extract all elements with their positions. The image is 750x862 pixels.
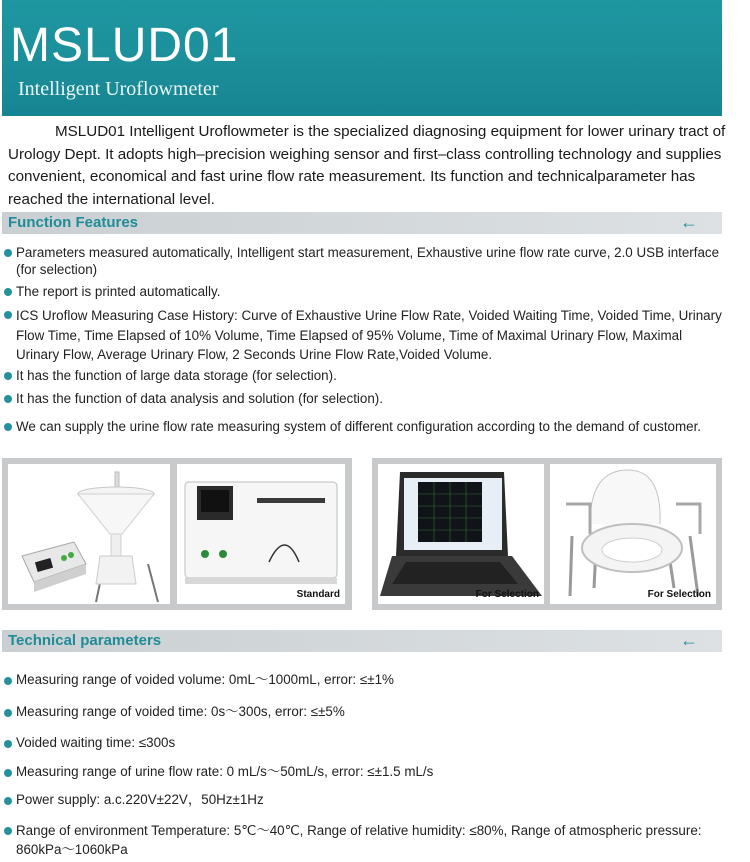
parameter-item: Measuring range of voided time: 0s～300s, error: ≤±5% [4,703,724,721]
bullet-icon [4,311,12,319]
header-banner [2,0,722,116]
bullet-icon [4,372,12,380]
bullet-icon [4,797,12,805]
function-features-title: Function Features [8,214,139,231]
standard-caption: Standard [296,589,340,600]
analyzer-illustration [177,464,345,604]
optional-images-panel [372,458,722,610]
back-arrow-icon[interactable]: ← [680,212,698,232]
intro-paragraph [8,121,728,211]
parameter-item: Power supply: a.c.220V±22V，50Hz±1Hz [4,791,724,809]
parameter-item: Measuring range of urine flow rate: 0 mL/s～50mL/s, error: ≤±1.5 mL/s [4,763,724,781]
laptop-illustration [378,464,544,604]
funnel-device-illustration [8,464,170,604]
feature-item: It has the function of large data storage (for selection). [4,367,724,384]
technical-parameters-bar [2,630,722,652]
feature-item: It has the function of data analysis and solution (for selection). [4,390,724,407]
bullet-icon [4,288,12,296]
parameter-item: Range of environment Temperature: 5℃～40℃, Range of relative humidity: ≤80%, Range of atmospheric pressure: 860kPa～1060kPa [4,821,724,859]
device-funnel-photo [8,464,170,604]
back-arrow-icon[interactable]: ← [680,630,698,650]
feature-item: Parameters measured automatically, Intelligent start measurement, Exhaustive urine flow rate curve, 2.0 USB interface (for selection) [4,244,724,278]
bullet-icon [4,677,12,685]
laptop-caption: For Selection [475,589,539,600]
printer-device-photo [177,464,345,604]
bullet-icon [4,827,12,835]
bullet-icon [4,740,12,748]
function-features-bar [2,212,722,234]
bullet-icon [4,709,12,717]
bullet-icon [4,249,12,257]
bullet-icon [4,423,12,431]
commode-chair-illustration [550,464,716,604]
chair-caption: For Selection [647,589,711,600]
laptop-photo [378,464,544,604]
parameter-item: Voided waiting time: ≤300s [4,734,724,752]
commode-chair-photo [550,464,716,604]
bullet-icon [4,395,12,403]
feature-item: The report is printed automatically. [4,283,724,300]
standard-images-panel [2,458,352,610]
intro-text: MSLUD01 Intelligent Uroflowmeter is the specialized diagnosing equipment for lower urinary tract of Urology Dept. It adopts high–precision weighing sensor and first–class controlling technology and supplies convenient, economical and fast urine flow rate measurement. Its function and technicalparameter has reached the international level. [8,123,726,208]
product-model: MSLUD01 [10,19,239,72]
technical-parameters-title: Technical parameters [8,632,162,649]
feature-item: We can supply the urine flow rate measuring system of different configuration according to the demand of customer. [4,418,724,435]
parameter-item: Measuring range of voided volume: 0mL～1000mL, error: ≤±1% [4,671,724,689]
feature-item: ICS Uroflow Measuring Case History: Curve of Exhaustive Urine Flow Rate, Voided Waiting Time, Voided Time, Urinary Flow Time, Time Elapsed of 10% Volume, Time Elapsed of 95% Volume, Time of Maximal Urinary Flow, Maximal Urinary Flow, Average Urinary Flow, 2 Seconds Urine Flow Rate,Voided Volume. [4,306,724,365]
bullet-icon [4,769,12,777]
product-subtitle: Intelligent Uroflowmeter [18,78,219,100]
